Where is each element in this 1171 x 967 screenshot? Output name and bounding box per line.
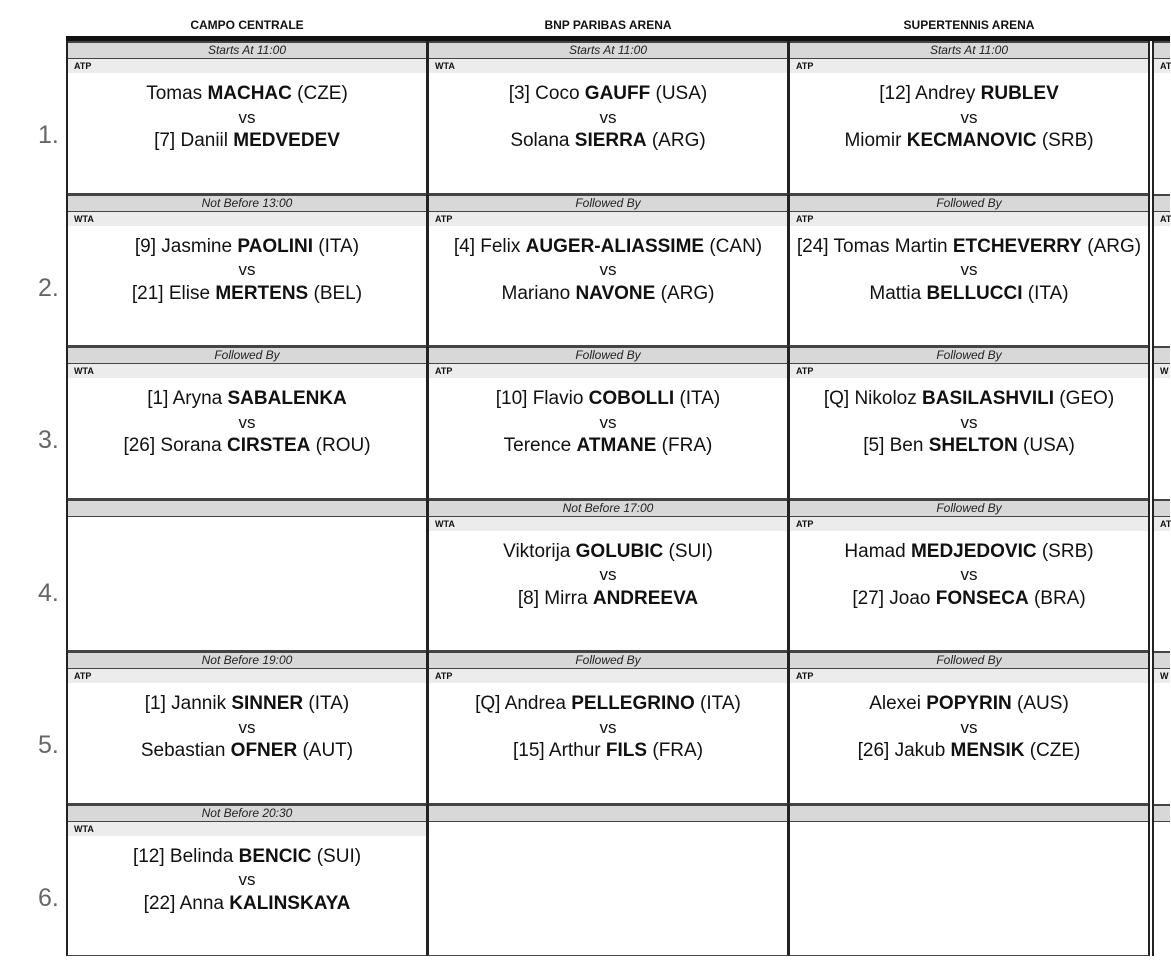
match-cell (66, 651, 428, 804)
player-one: Viktorija GOLUBIC (SUI) (503, 540, 713, 562)
start-time-label: Followed By (68, 346, 426, 364)
match-cell (788, 346, 1150, 499)
player-one: [1] Jannik SINNER (ITA) (144, 693, 350, 714)
start-time-label (429, 804, 787, 822)
match-cell (427, 499, 789, 652)
start-time-label (1154, 804, 1170, 822)
cut-off-column (1152, 651, 1170, 804)
match-cell (427, 194, 789, 347)
player-two: Sebastian OFNER (AUT) (140, 740, 354, 761)
start-time-label: Followed By (790, 346, 1148, 364)
cut-off-column (1152, 804, 1170, 957)
player-one: [24] Tomas Martin ETCHEVERRY (ARG) (796, 235, 1142, 257)
cut-off-column (1152, 194, 1170, 347)
versus-label: vs (238, 260, 256, 279)
player-two: [27] Joao FONSECA (BRA) (852, 587, 1086, 609)
row-number: 1. (38, 121, 59, 149)
tour-label (68, 517, 426, 531)
tour-label: WTA (68, 364, 426, 378)
start-time-label: Not Before 17:00 (429, 499, 787, 517)
player-one: [Q] Andrea PELLEGRINO (ITA) (475, 693, 741, 714)
player-two: [8] Mirra ANDREEVA (517, 587, 699, 609)
match-players (790, 378, 1148, 458)
match-players (68, 73, 426, 153)
start-time-label: Followed By (429, 651, 787, 669)
match-players (429, 378, 787, 458)
tour-label: ATP (68, 59, 426, 73)
player-one: Alexei POPYRIN (AUS) (869, 693, 1069, 714)
start-time-label (1154, 651, 1170, 669)
row-number: 3. (38, 426, 59, 454)
match-cell (788, 651, 1150, 804)
tour-label (790, 822, 1148, 836)
versus-label: vs (960, 260, 978, 279)
cut-off-column (1152, 346, 1170, 499)
match-players (429, 531, 787, 611)
match-players (790, 531, 1148, 611)
match-cell (788, 41, 1150, 194)
match-players (790, 683, 1148, 763)
match-cell (427, 804, 789, 957)
tour-label (429, 822, 787, 836)
player-one: [10] Flavio COBOLLI (ITA) (495, 388, 721, 409)
match-cell (788, 804, 1150, 957)
start-time-label: Followed By (790, 194, 1148, 212)
versus-label: vs (960, 717, 978, 737)
versus-label: vs (238, 717, 256, 737)
start-time-label: Not Before 13:00 (68, 194, 426, 212)
tour-label: ATP (790, 669, 1148, 683)
start-time-label: Starts At 11:00 (429, 41, 787, 59)
match-cell (427, 41, 789, 194)
player-one: [12] Andrey RUBLEV (879, 83, 1059, 104)
player-one: Hamad MEDJEDOVIC (SRB) (844, 540, 1094, 562)
start-time-label (1154, 41, 1170, 59)
match-cell (427, 346, 789, 499)
tour-label: W (1154, 364, 1170, 378)
tour-label: WTA (68, 822, 426, 836)
court-header: CAMPO CENTRALE (190, 18, 304, 32)
match-players (429, 226, 787, 306)
versus-label: vs (238, 870, 256, 889)
player-two: [7] Daniil MEDVEDEV (154, 130, 340, 151)
player-two: [22] Anna KALINSKAYA (143, 892, 351, 914)
tour-label: AT (1154, 59, 1170, 73)
match-players (429, 73, 787, 153)
row-number: 4. (38, 578, 59, 607)
start-time-label (68, 499, 426, 517)
tour-label: ATP (429, 364, 787, 378)
tour-label: WTA (429, 59, 787, 73)
versus-label: vs (599, 565, 617, 584)
start-time-label: Followed By (790, 651, 1148, 669)
match-cell (66, 804, 428, 957)
tour-label: AT (1154, 517, 1170, 531)
court-header: SUPERTENNIS ARENA (903, 18, 1035, 32)
start-time-label (1154, 346, 1170, 364)
tour-label: W (1154, 669, 1170, 683)
match-cell (66, 41, 428, 194)
player-two: Terence ATMANE (FRA) (503, 435, 713, 456)
player-two: Mariano NAVONE (ARG) (501, 282, 715, 304)
start-time-label: Followed By (429, 346, 787, 364)
player-two: Mattia BELLUCCI (ITA) (869, 282, 1069, 304)
court-header: BNP PARIBAS ARENA (544, 18, 672, 32)
tour-label (1154, 822, 1170, 836)
start-time-label: Followed By (790, 499, 1148, 517)
versus-label: vs (238, 107, 256, 127)
versus-label: vs (599, 717, 617, 737)
player-two: Solana SIERRA (ARG) (510, 130, 706, 151)
tour-label: ATP (429, 669, 787, 683)
tour-label: WTA (429, 517, 787, 531)
match-cell (788, 194, 1150, 347)
tour-label: ATP (790, 364, 1148, 378)
player-two: [26] Sorana CIRSTEA (ROU) (123, 435, 371, 456)
cut-off-column (1152, 41, 1170, 194)
start-time-label: Starts At 11:00 (790, 41, 1148, 59)
versus-label: vs (599, 107, 617, 127)
match-cell (788, 499, 1150, 652)
tour-label: AT (1154, 212, 1170, 226)
versus-label: vs (599, 412, 617, 432)
match-cell (66, 499, 428, 652)
match-players (429, 683, 787, 763)
tour-label: WTA (68, 212, 426, 226)
start-time-label: Starts At 11:00 (68, 41, 426, 59)
match-players (68, 378, 426, 458)
player-two: [21] Elise MERTENS (BEL) (131, 282, 363, 304)
versus-label: vs (960, 412, 978, 432)
start-time-label (790, 804, 1148, 822)
tour-label: ATP (68, 669, 426, 683)
player-two: [15] Arthur FILS (FRA) (512, 740, 704, 761)
match-cell (66, 194, 428, 347)
versus-label: vs (960, 565, 978, 584)
match-cell (427, 651, 789, 804)
tour-label: ATP (790, 212, 1148, 226)
match-players (68, 226, 426, 306)
versus-label: vs (599, 260, 617, 279)
player-one: [9] Jasmine PAOLINI (ITA) (134, 235, 360, 257)
row-number: 5. (38, 731, 59, 759)
cut-off-column (1152, 499, 1170, 652)
start-time-label (1154, 499, 1170, 517)
start-time-label: Not Before 20:30 (68, 804, 426, 822)
tour-label: ATP (790, 517, 1148, 531)
match-cell (66, 346, 428, 499)
player-one: [1] Aryna SABALENKA (147, 388, 347, 409)
row-number: 2. (38, 273, 59, 302)
tour-label: ATP (790, 59, 1148, 73)
versus-label: vs (960, 107, 978, 127)
start-time-label (1154, 194, 1170, 212)
match-players (790, 73, 1148, 153)
start-time-label: Followed By (429, 194, 787, 212)
tour-label: ATP (429, 212, 787, 226)
row-number: 6. (38, 883, 59, 912)
player-one: [Q] Nikoloz BASILASHVILI (GEO) (823, 388, 1115, 409)
match-players (68, 683, 426, 763)
player-two: [5] Ben SHELTON (USA) (863, 435, 1075, 456)
versus-label: vs (238, 412, 256, 432)
start-time-label: Not Before 19:00 (68, 651, 426, 669)
player-one: [3] Coco GAUFF (USA) (508, 83, 708, 104)
match-players (68, 836, 426, 916)
player-two: Miomir KECMANOVIC (SRB) (844, 130, 1094, 151)
match-players (790, 226, 1148, 306)
player-two: [26] Jakub MENSIK (CZE) (857, 740, 1081, 761)
player-one: Tomas MACHAC (CZE) (146, 83, 348, 104)
player-one: [12] Belinda BENCIC (SUI) (132, 845, 362, 867)
player-one: [4] Felix AUGER-ALIASSIME (CAN) (453, 235, 763, 257)
